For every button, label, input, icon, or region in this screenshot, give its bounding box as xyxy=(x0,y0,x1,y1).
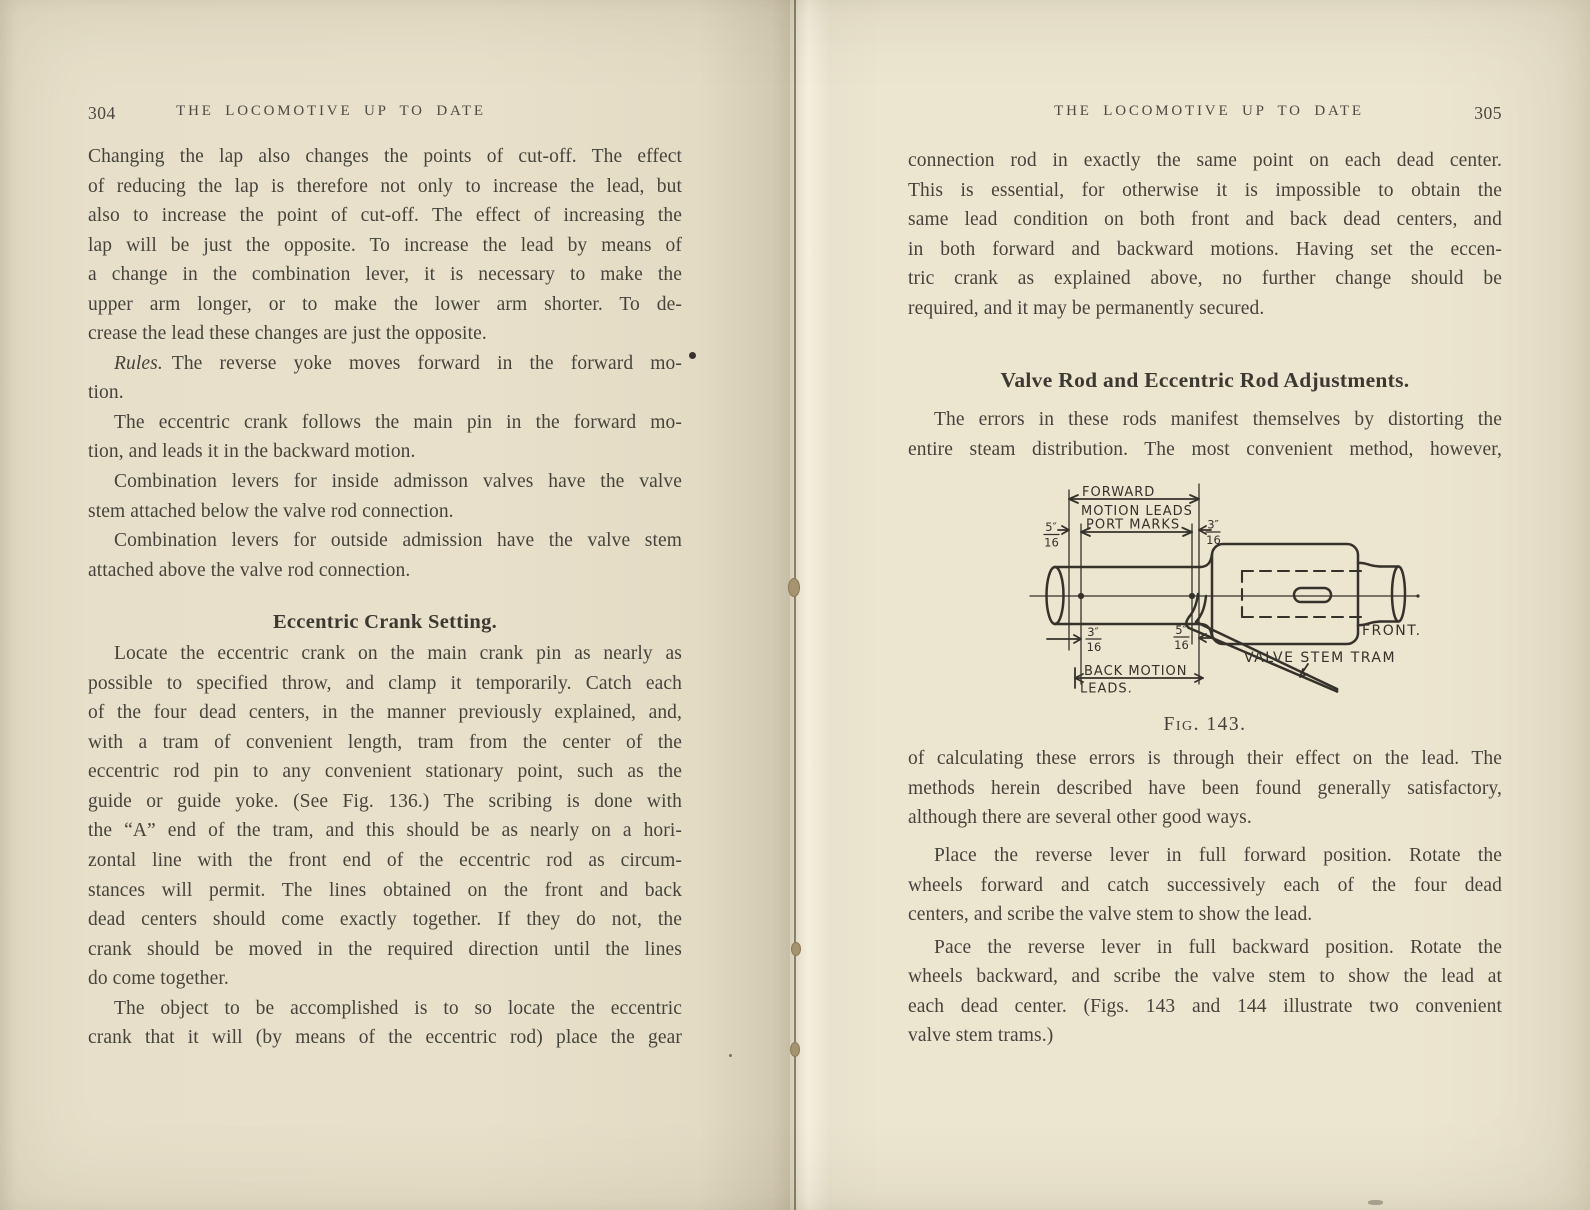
paragraph xyxy=(908,405,1502,464)
text-line: wheels backward, and scribe the valve stem to show the lead at xyxy=(908,966,1502,988)
paragraph xyxy=(908,933,1502,1051)
label-forward: FORWARD xyxy=(1082,485,1156,501)
text-line: Place the reverse lever in full forward position. Rotate the xyxy=(934,845,1502,867)
text-line: centers, and scribe the valve stem to show the lead. xyxy=(908,904,1313,926)
ink-speck xyxy=(1368,1200,1383,1205)
binding-knot xyxy=(791,942,801,956)
section-heading-valve-rod-adjustments: Valve Rod and Eccentric Rod Adjustments. xyxy=(1000,368,1410,393)
ink-speck xyxy=(729,1054,732,1057)
text-line: do come together. xyxy=(88,968,229,990)
label-port-marks: PORT MARKS. xyxy=(1086,517,1186,533)
fraction-3-16-bottom-left xyxy=(1086,625,1101,654)
label-leads: LEADS. xyxy=(1080,681,1133,697)
text-line: of the four dead centers, in the manner previously explained, and, xyxy=(88,702,682,724)
paragraph xyxy=(88,526,682,585)
italic-lead-word: Rules. xyxy=(114,352,163,374)
binding-knot xyxy=(788,578,800,597)
figure-labels xyxy=(1044,485,1422,697)
paragraph xyxy=(908,841,1502,930)
paragraph xyxy=(88,142,682,349)
book-gutter-line xyxy=(794,0,796,1210)
svg-text:16: 16 xyxy=(1206,533,1221,548)
label-valve-stem-tram: VALVE STEM TRAM xyxy=(1244,650,1397,667)
figure-143-valve-stem-tram-diagram xyxy=(985,472,1455,707)
text-line: dead centers should come exactly together. If they do not, the xyxy=(88,909,682,931)
text-line: Pace the reverse lever in full backward position. Rotate the xyxy=(934,936,1502,958)
paragraph xyxy=(88,994,682,1053)
book-gutter-shadow xyxy=(700,0,880,1210)
text-line: zontal line with the front end of the eccentric rod as circum- xyxy=(88,850,682,872)
text-line: Locate the eccentric crank on the main crank pin as nearly as xyxy=(114,643,682,665)
label-back-motion: BACK MOTION xyxy=(1084,664,1188,680)
ink-speck xyxy=(689,352,696,359)
text-line: Changing the lap also changes the points of cut-off. The effect xyxy=(88,146,682,167)
text-line: This is essential, for otherwise it is impossible to obtain the xyxy=(908,179,1502,201)
label-front: FRONT. xyxy=(1362,623,1422,640)
paragraph xyxy=(908,744,1502,833)
running-header: THE LOCOMOTIVE UP TO DATE xyxy=(1054,103,1364,119)
running-header: THE LOCOMOTIVE UP TO DATE xyxy=(176,103,486,119)
svg-text:5″: 5″ xyxy=(1175,623,1187,638)
text-line: tion. xyxy=(88,382,124,404)
text-line: also to increase the point of cut-off. The effect of increasing the xyxy=(88,205,682,227)
text-line: attached above the valve rod connection. xyxy=(88,559,411,581)
port-mark-dot xyxy=(1078,593,1084,599)
fraction-5-16-bottom-mid xyxy=(1174,623,1189,652)
text-line: required, and it may be permanently secured. xyxy=(908,297,1265,319)
text-line: although there are several other good ways. xyxy=(908,807,1252,829)
svg-text:16: 16 xyxy=(1044,535,1059,550)
label-motion-leads: MOTION LEADS xyxy=(1081,504,1193,520)
paragraph-rules xyxy=(88,349,682,408)
text-line: guide or guide yoke. (See Fig. 136.) The scribing is done with xyxy=(88,790,682,812)
text-line: The errors in these rods manifest themselves by distorting the xyxy=(934,409,1502,431)
text-line: stances will permit. The lines obtained on the front and back xyxy=(88,879,682,901)
text-line: same lead condition on both front and back dead centers, and xyxy=(908,209,1502,231)
text-line: methods herein described have been found generally satisfactory, xyxy=(908,777,1502,799)
slot xyxy=(1294,588,1331,602)
text-line: crease the lead these changes are just the opposite. xyxy=(88,323,487,345)
fraction-3-16-top-right xyxy=(1206,518,1221,548)
paragraph xyxy=(88,467,682,526)
text-line: The object to be accomplished is to so locate the eccentric xyxy=(114,997,682,1019)
text-line: valve stem trams.) xyxy=(908,1025,1054,1047)
paragraph xyxy=(88,408,682,467)
text-line: lap will be just the opposite. To increase the lead by means of xyxy=(88,234,682,256)
page-number: 304 xyxy=(88,103,116,123)
text-line: tric crank as explained above, no further change should be xyxy=(908,268,1502,290)
paragraph xyxy=(88,639,682,994)
text-line: Combination levers for outside admission have the valve stem xyxy=(114,530,682,552)
text-line: stem attached below the valve rod connection. xyxy=(88,500,454,522)
figure-caption: Fig. 143. xyxy=(1163,714,1247,736)
text-line: tion, and leads it in the backward motion. xyxy=(88,441,416,463)
text-line: connection rod in exactly the same point on each dead center. xyxy=(908,150,1502,171)
text-line: entire steam distribution. The most convenient method, however, xyxy=(908,438,1502,460)
page-304-body xyxy=(88,0,682,1053)
text-line: of calculating these errors is through their effect on the lead. The xyxy=(908,748,1502,770)
text-line: each dead center. (Figs. 143 and 144 illustrate two convenient xyxy=(908,995,1502,1017)
page-number: 305 xyxy=(1474,103,1502,123)
svg-text:16: 16 xyxy=(1174,638,1189,653)
text-line: crank that it will (by means of the eccentric rod) place the gear xyxy=(88,1027,682,1049)
text-line: Rules. The reverse yoke moves forward in the forward mo- xyxy=(114,352,682,374)
svg-text:16: 16 xyxy=(1086,640,1102,655)
binding-knot xyxy=(790,1042,800,1057)
text-line: eccentric rod pin to any convenient stationary point, such as the xyxy=(88,761,682,783)
paragraph xyxy=(908,146,1502,323)
svg-text:3″: 3″ xyxy=(1207,517,1219,532)
text-line: The eccentric crank follows the main pin in the forward mo- xyxy=(114,411,682,433)
port-mark-dot xyxy=(1189,593,1195,599)
text-line: crank should be moved in the required direction until the lines xyxy=(88,938,682,960)
text-line: upper arm longer, or to make the lower arm shorter. To de- xyxy=(88,293,682,315)
text-line: of reducing the lap is therefore not only to increase the lead, but xyxy=(88,175,682,197)
text-line: the “A” end of the tram, and this should be as nearly on a hori- xyxy=(88,820,682,842)
svg-text:3″: 3″ xyxy=(1087,625,1099,640)
section-heading-eccentric-crank-setting: Eccentric Crank Setting. xyxy=(272,611,498,634)
page-305-body xyxy=(908,0,1502,1051)
text-line: possible to specified throw, and clamp it temporarily. Catch each xyxy=(88,672,682,694)
fraction-5-16-top-left xyxy=(1044,520,1059,550)
text-line: Combination levers for inside admisson valves have the valve xyxy=(114,471,682,493)
text-line: a change in the combination lever, it is necessary to make the xyxy=(88,264,682,286)
text-line: with a tram of convenient length, tram from the center of the xyxy=(88,731,682,753)
svg-text:5″: 5″ xyxy=(1045,520,1057,535)
text-line: wheels forward and catch successively each of the four dead xyxy=(908,874,1502,896)
text-line: in both forward and backward motions. Having set the eccen- xyxy=(908,238,1502,260)
